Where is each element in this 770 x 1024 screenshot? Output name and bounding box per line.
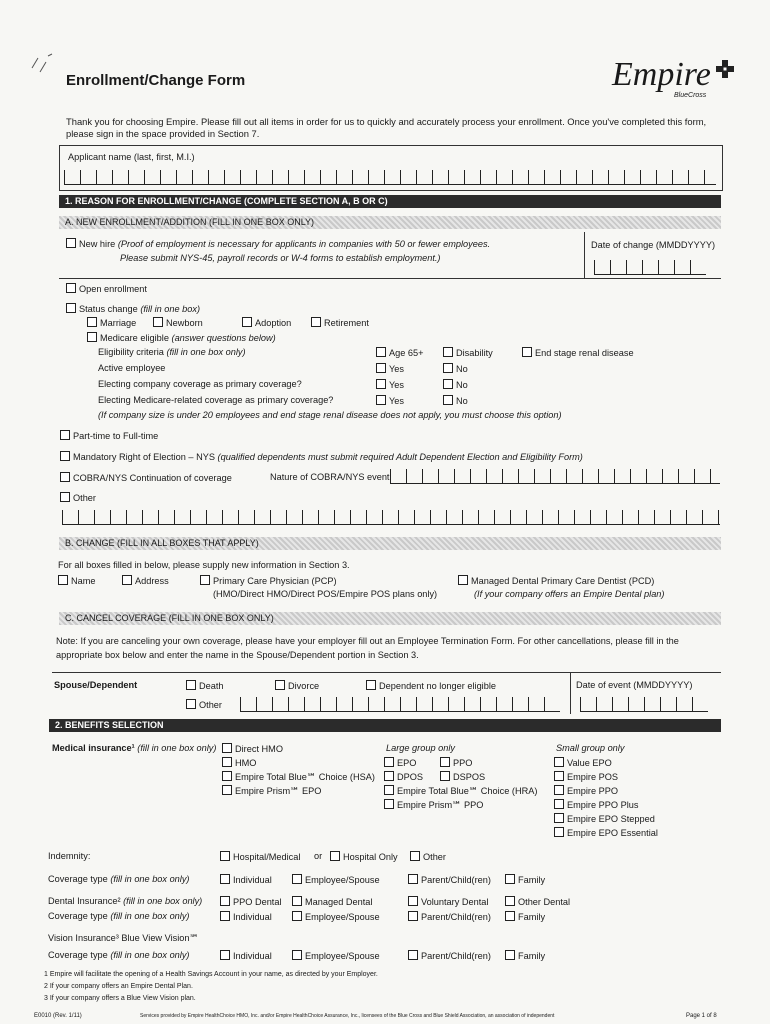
vision-emp-spouse-option[interactable]: Employee/Spouse <box>292 950 380 962</box>
dspos-option[interactable]: DSPOS <box>440 771 485 783</box>
small-group-label: Small group only <box>556 743 625 753</box>
cancel-other-option[interactable]: Other <box>186 699 222 711</box>
cobra-nature-field[interactable] <box>390 469 720 484</box>
status-change-option[interactable]: Status change (fill in one box) <box>66 303 200 315</box>
electing-medicare-yes[interactable]: Yes <box>376 395 404 407</box>
adoption-option[interactable]: Adoption <box>242 317 291 329</box>
large-group-label: Large group only <box>386 743 455 753</box>
hmo-option[interactable]: HMO <box>222 757 256 769</box>
esrd-option[interactable]: End stage renal disease <box>522 347 634 359</box>
vision-parent-child-option[interactable]: Parent/Child(ren) <box>408 950 491 962</box>
newborn-option[interactable]: Newborn <box>153 317 203 329</box>
cobra-nature-label: Nature of COBRA/NYS event <box>270 472 390 482</box>
dental-family-option[interactable]: Family <box>505 911 545 923</box>
dental-coverage-label: Coverage type (fill in one box only) <box>48 911 190 921</box>
managed-dental-option[interactable]: Managed Dental <box>292 896 372 908</box>
empire-logo <box>612 56 735 99</box>
applicant-name-field[interactable] <box>64 170 716 185</box>
hospital-only-option[interactable]: Hospital Only <box>330 851 398 863</box>
blue-cross-icon <box>715 59 735 79</box>
applicant-label: Applicant name (last, first, M.I.) <box>68 152 195 162</box>
disability-option[interactable]: Disability <box>443 347 493 359</box>
divorce-option[interactable]: Divorce <box>275 680 319 692</box>
epo-option[interactable]: EPO <box>384 757 416 769</box>
cancel-note-2: appropriate box below and enter the name in the Spouse/Dependent portion in Section 3. <box>56 650 419 660</box>
empire-ppo-option[interactable]: Empire PPO <box>554 785 618 797</box>
death-option[interactable]: Death <box>186 680 224 692</box>
date-event-field[interactable] <box>580 697 708 712</box>
cobra-option[interactable]: COBRA/NYS Continuation of coverage <box>60 472 232 484</box>
new-hire-note: Please submit NYS-45, payroll records or W-4 forms to establish employment.) <box>120 253 441 263</box>
age65-option[interactable]: Age 65+ <box>376 347 424 359</box>
active-employee-label: Active employee <box>98 363 166 373</box>
other-dental-option[interactable]: Other Dental <box>505 896 570 908</box>
medical-label: Medical insurance¹ (fill in one box only) <box>52 743 217 753</box>
vision-coverage-label: Coverage type (fill in one box only) <box>48 950 190 960</box>
electing-company-yes[interactable]: Yes <box>376 379 404 391</box>
pcp-note: (HMO/Direct HMO/Direct POS/Empire POS plans only) <box>213 589 438 599</box>
footnote-2: 2 If your company offers an Empire Dental Plan. <box>44 983 193 990</box>
intro-text: Thank you for choosing Empire. Please fill out all items in order for us to quickly and accurately process your enrollment. Once you've completed this form, <box>66 116 707 127</box>
vision-individual-option[interactable]: Individual <box>220 950 272 962</box>
ind-parent-child-option[interactable]: Parent/Child(ren) <box>408 874 491 886</box>
electing-medicare-label: Electing Medicare-related coverage as primary coverage? <box>98 395 334 405</box>
section-1b-header: B. CHANGE (FILL IN ALL BOXES THAT APPLY) <box>59 537 721 550</box>
pcp-change-option[interactable]: Primary Care Physician (PCP) <box>200 575 337 587</box>
intro-text-2: please sign in the space provided in Section 7. <box>66 128 260 139</box>
indemnity-label: Indemnity: <box>48 851 91 861</box>
cancel-other-field[interactable] <box>240 697 560 712</box>
footnote-1: 1 Empire will facilitate the opening of a Health Savings Account in your name, as directed by your Employer. <box>44 971 378 978</box>
total-blue-hsa-option[interactable]: Empire Total Blue℠ Choice (HSA) <box>222 771 375 783</box>
page-number: Page 1 of 8 <box>686 1013 717 1019</box>
address-change-option[interactable]: Address <box>122 575 169 587</box>
prism-epo-option[interactable]: Empire Prism℠ EPO <box>222 785 321 797</box>
dental-individual-option[interactable]: Individual <box>220 911 272 923</box>
vision-family-option[interactable]: Family <box>505 950 545 962</box>
logo-subtitle: BlueCross <box>674 92 707 99</box>
form-number: E0010 (Rev. 1/11) <box>34 1013 82 1019</box>
medicare-option[interactable]: Medicare eligible (answer questions below) <box>87 332 276 344</box>
footer-services: Services provided by Empire HealthChoice HMO, Inc. and/or Empire HealthChoice Assurance, Inc., licensees of the Blue Cross and Blue Shield Association, an association of independent <box>140 1013 555 1019</box>
dependent-ineligible-option[interactable]: Dependent no longer eligible <box>366 680 496 692</box>
dental-label: Dental Insurance² (fill in one box only) <box>48 896 203 906</box>
ind-family-option[interactable]: Family <box>505 874 545 886</box>
dental-parent-child-option[interactable]: Parent/Child(ren) <box>408 911 491 923</box>
empire-ppo-plus-option[interactable]: Empire PPO Plus <box>554 799 638 811</box>
new-hire-option[interactable]: New hire (Proof of employment is necessary for applicants in companies with 50 or fewer employees. <box>66 238 490 250</box>
company-size-note: (If company size is under 20 employees and end stage renal disease does not apply, you must choose this option) <box>98 410 562 420</box>
cancel-note: Note: If you are canceling your own coverage, please have your employer fill out an Employee Termination Form. For other cancellations, please fill in the <box>56 636 679 646</box>
mandatory-option[interactable]: Mandatory Right of Election – NYS (qualified dependents must submit required Adult Dependent Election and Eligibility Form) <box>60 451 583 463</box>
dental-emp-spouse-option[interactable]: Employee/Spouse <box>292 911 380 923</box>
direct-hmo-option[interactable]: Direct HMO <box>222 743 283 755</box>
empire-pos-option[interactable]: Empire POS <box>554 771 618 783</box>
page-title: Enrollment/Change Form <box>66 72 246 89</box>
vision-label: Vision Insurance³ Blue View Vision℠ <box>48 933 199 943</box>
electing-company-label: Electing company coverage as primary coverage? <box>98 379 302 389</box>
other-option[interactable]: Other <box>60 492 96 504</box>
active-yes[interactable]: Yes <box>376 363 404 375</box>
epo-essential-option[interactable]: Empire EPO Essential <box>554 827 658 839</box>
scan-mark <box>28 50 58 80</box>
pcd-change-option[interactable]: Managed Dental Primary Care Dentist (PCD) <box>458 575 654 587</box>
ind-emp-spouse-option[interactable]: Employee/Spouse <box>292 874 380 886</box>
ppo-option[interactable]: PPO <box>440 757 472 769</box>
electing-medicare-no[interactable]: No <box>443 395 468 407</box>
or-label: or <box>314 851 323 861</box>
total-blue-hra-option[interactable]: Empire Total Blue℠ Choice (HRA) <box>384 785 537 797</box>
change-note: For all boxes filled in below, please supply new information in Section 3. <box>58 560 350 570</box>
other-field[interactable] <box>62 510 720 525</box>
dpos-option[interactable]: DPOS <box>384 771 423 783</box>
hospital-medical-option[interactable]: Hospital/Medical <box>220 851 300 863</box>
epo-stepped-option[interactable]: Empire EPO Stepped <box>554 813 655 825</box>
indemnity-coverage-label: Coverage type (fill in one box only) <box>48 874 190 884</box>
spouse-dependent-label: Spouse/Dependent <box>54 680 138 690</box>
part-time-option[interactable]: Part-time to Full-time <box>60 430 158 442</box>
name-change-option[interactable]: Name <box>58 575 96 587</box>
indemnity-other-option[interactable]: Other <box>410 851 446 863</box>
pcd-note: (If your company offers an Empire Dental plan) <box>474 589 665 599</box>
date-change-label: Date of change (MMDDYYYY) <box>591 240 716 250</box>
section-1c-header: C. CANCEL COVERAGE (FILL IN ONE BOX ONLY) <box>59 612 721 625</box>
value-epo-option[interactable]: Value EPO <box>554 757 612 769</box>
date-change-field[interactable] <box>594 260 706 275</box>
electing-company-no[interactable]: No <box>443 379 468 391</box>
active-no[interactable]: No <box>443 363 468 375</box>
section-1a-header: A. NEW ENROLLMENT/ADDITION (FILL IN ONE BOX ONLY) <box>59 216 721 229</box>
open-enrollment-option[interactable]: Open enrollment <box>66 283 147 295</box>
date-event-label: Date of event (MMDDYYYY) <box>576 680 693 690</box>
section-1-header: 1. REASON FOR ENROLLMENT/CHANGE (COMPLETE SECTION A, B OR C) <box>59 195 721 208</box>
marriage-option[interactable]: Marriage <box>87 317 136 329</box>
retirement-option[interactable]: Retirement <box>311 317 369 329</box>
logo-text: Empire <box>612 56 711 93</box>
prism-ppo-option[interactable]: Empire Prism℠ PPO <box>384 799 483 811</box>
section-2-header: 2. BENEFITS SELECTION <box>49 719 721 732</box>
ind-individual-option[interactable]: Individual <box>220 874 272 886</box>
ppo-dental-option[interactable]: PPO Dental <box>220 896 282 908</box>
eligibility-label: Eligibility criteria (fill in one box only) <box>98 347 246 357</box>
footnote-3: 3 If your company offers a Blue View Vision plan. <box>44 995 196 1002</box>
voluntary-dental-option[interactable]: Voluntary Dental <box>408 896 488 908</box>
